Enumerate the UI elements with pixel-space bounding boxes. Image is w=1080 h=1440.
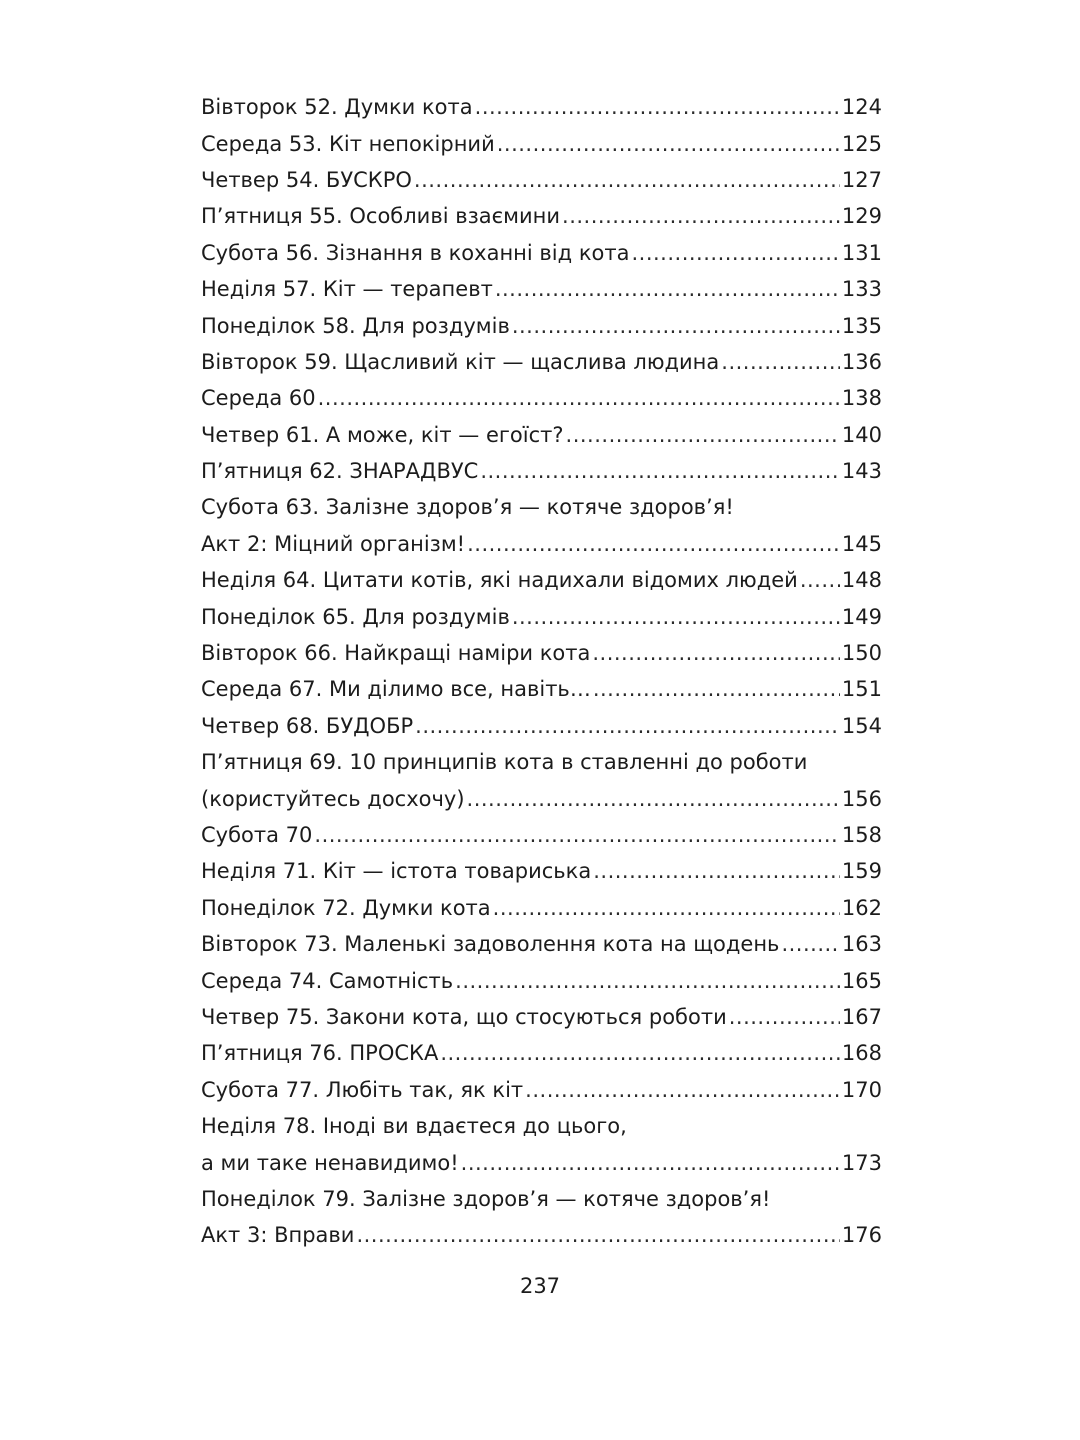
toc-entry bbox=[201, 89, 882, 125]
toc-entry-page: 145 bbox=[841, 531, 882, 556]
toc-entry-title: Субота 56. Зізнання в коханні від кота bbox=[201, 240, 630, 265]
toc-entry-title: Середа 74. Самотність bbox=[201, 968, 454, 993]
toc-entry-page: 138 bbox=[841, 386, 882, 411]
toc-entry-page: 149 bbox=[841, 604, 882, 629]
dot-leader bbox=[467, 532, 840, 556]
toc-entry-continued bbox=[201, 1108, 882, 1144]
toc-entry-page: 154 bbox=[841, 713, 882, 738]
dot-leader bbox=[593, 859, 840, 883]
toc-entry bbox=[201, 417, 882, 453]
toc-entry bbox=[201, 890, 882, 926]
dot-leader bbox=[781, 932, 839, 956]
toc-entry-title: Субота 70 bbox=[201, 823, 313, 847]
toc-entry bbox=[201, 307, 882, 343]
dot-leader bbox=[566, 423, 840, 447]
toc-entry-continued bbox=[201, 489, 882, 525]
toc-entry bbox=[201, 1072, 882, 1108]
toc-entry-page: 168 bbox=[841, 1041, 882, 1066]
toc-entry-title: Середа 60 bbox=[201, 386, 316, 411]
toc-entry-title: Середа 67. Ми ділимо все, навіть… bbox=[201, 677, 591, 702]
toc-entry-page: 135 bbox=[841, 313, 882, 338]
dot-leader bbox=[525, 1078, 840, 1102]
toc-entry-title: Неділя 78. Іноді ви вдаєтеся до цього, bbox=[201, 1114, 627, 1139]
toc-entry-title: Середа 53. Кіт непокірний bbox=[201, 131, 495, 156]
toc-entry-page: 136 bbox=[841, 349, 882, 374]
toc-entry-page: 125 bbox=[841, 131, 882, 156]
page-number: 237 bbox=[519, 1274, 561, 1298]
dot-leader bbox=[631, 241, 839, 265]
toc-entry bbox=[201, 708, 882, 744]
toc-entry bbox=[201, 562, 882, 598]
toc-entry-title: (користуйтесь досхочу) bbox=[201, 786, 465, 811]
toc-entry-page: 127 bbox=[841, 167, 882, 192]
toc-entry-title: П’ятниця 55. Особливі взаємини bbox=[201, 204, 561, 229]
dot-leader bbox=[455, 969, 840, 993]
dot-leader bbox=[593, 677, 840, 701]
table-of-contents bbox=[201, 89, 882, 1254]
toc-entry bbox=[201, 526, 882, 562]
toc-entry-title: Четвер 68. БУДОБР bbox=[201, 713, 414, 738]
toc-entry-page: 151 bbox=[841, 677, 882, 702]
toc-entry bbox=[201, 926, 882, 962]
dot-leader bbox=[512, 605, 840, 629]
toc-entry-title: Вівторок 52. Думки кота bbox=[201, 95, 473, 120]
toc-entry bbox=[201, 380, 882, 416]
dot-leader bbox=[592, 641, 840, 665]
dot-leader bbox=[415, 714, 840, 738]
toc-entry-title: П’ятниця 69. 10 принципів кота в ставленні до роботи bbox=[201, 750, 808, 775]
toc-entry bbox=[201, 235, 882, 271]
toc-entry-page: 173 bbox=[841, 1150, 882, 1175]
dot-leader bbox=[356, 1223, 839, 1247]
toc-entry-title: Акт 2: Міцний організм! bbox=[201, 531, 466, 556]
toc-entry-title: Неділя 57. Кіт — терапевт bbox=[201, 277, 493, 302]
toc-entry-title: Субота 63. Залізне здоров’я — котяче здоров’я! bbox=[201, 495, 734, 520]
toc-entry-page: 158 bbox=[841, 823, 882, 847]
toc-entry bbox=[201, 999, 882, 1035]
dot-leader bbox=[467, 787, 840, 811]
toc-entry bbox=[201, 271, 882, 307]
toc-entry-title: Вівторок 66. Найкращі наміри кота bbox=[201, 641, 591, 666]
toc-entry-page: 143 bbox=[841, 459, 882, 484]
toc-entry bbox=[201, 198, 882, 234]
dot-leader bbox=[440, 1041, 840, 1065]
toc-entry bbox=[201, 817, 882, 853]
toc-entry-title: Четвер 54. БУСКРО bbox=[201, 167, 412, 192]
toc-entry-page: 162 bbox=[841, 895, 882, 920]
toc-entry-page: 148 bbox=[841, 568, 882, 593]
toc-entry-page: 150 bbox=[841, 641, 882, 666]
toc-entry-title: Субота 77. Любіть так, як кіт bbox=[201, 1077, 524, 1102]
toc-entry-title: Вівторок 73. Маленькі задоволення кота на щодень bbox=[201, 932, 780, 957]
toc-entry-page: 124 bbox=[841, 95, 882, 120]
dot-leader bbox=[512, 314, 840, 338]
toc-entry-title: Понеділок 65. Для роздумів bbox=[201, 604, 510, 629]
toc-entry-page: 163 bbox=[841, 932, 882, 957]
toc-entry bbox=[201, 1217, 882, 1253]
toc-entry bbox=[201, 962, 882, 998]
toc-entry-title: Четвер 61. А може, кіт — егоїст? bbox=[201, 422, 564, 447]
toc-entry-title: Понеділок 58. Для роздумів bbox=[201, 313, 510, 338]
dot-leader bbox=[318, 386, 840, 410]
toc-entry-title: а ми таке ненавидимо! bbox=[201, 1150, 459, 1175]
dot-leader bbox=[414, 168, 840, 192]
toc-entry bbox=[201, 780, 882, 816]
toc-entry-title: Понеділок 79. Залізне здоров’я — котяче здоров’я! bbox=[201, 1186, 771, 1211]
toc-entry-title: Четвер 75. Закони кота, що стосуються роботи bbox=[201, 1004, 727, 1029]
toc-entry-title: Акт 3: Вправи bbox=[201, 1223, 355, 1248]
toc-entry-page: 165 bbox=[841, 968, 882, 993]
toc-entry-page: 176 bbox=[841, 1223, 882, 1248]
toc-entry-title: Неділя 71. Кіт — істота товариська bbox=[201, 859, 592, 884]
toc-entry bbox=[201, 125, 882, 161]
toc-entry bbox=[201, 162, 882, 198]
toc-entry bbox=[201, 671, 882, 707]
toc-entry-page: 131 bbox=[841, 240, 882, 265]
toc-entry bbox=[201, 1035, 882, 1071]
toc-entry-continued bbox=[201, 1181, 882, 1217]
toc-entry-page: 140 bbox=[841, 422, 882, 447]
toc-entry bbox=[201, 344, 882, 380]
dot-leader bbox=[721, 350, 840, 374]
toc-entry-title: Вівторок 59. Щасливий кіт — щаслива людина bbox=[201, 349, 720, 374]
toc-entry bbox=[201, 598, 882, 634]
toc-entry-title: Понеділок 72. Думки кота bbox=[201, 895, 491, 920]
toc-entry-title: П’ятниця 76. ПРОСКА bbox=[201, 1041, 439, 1066]
toc-entry-page: 167 bbox=[841, 1004, 882, 1029]
toc-entry-page: 170 bbox=[841, 1077, 882, 1102]
dot-leader bbox=[562, 204, 840, 228]
dot-leader bbox=[800, 568, 840, 592]
dot-leader bbox=[314, 823, 840, 847]
toc-entry bbox=[201, 853, 882, 889]
toc-entry bbox=[201, 1144, 882, 1180]
toc-entry bbox=[201, 635, 882, 671]
dot-leader bbox=[497, 132, 840, 156]
dot-leader bbox=[495, 277, 840, 301]
dot-leader bbox=[461, 1151, 840, 1175]
toc-entry-page: 133 bbox=[841, 277, 882, 302]
toc-entry-page: 129 bbox=[841, 204, 882, 229]
toc-entry-title: П’ятниця 62. ЗНАРАДВУС bbox=[201, 459, 479, 484]
toc-entry-continued bbox=[201, 744, 882, 780]
dot-leader bbox=[475, 95, 840, 119]
toc-entry-title: Неділя 64. Цитати котів, які надихали відомих людей bbox=[201, 568, 798, 593]
toc-entry-page: 159 bbox=[841, 859, 882, 884]
dot-leader bbox=[493, 896, 840, 920]
toc-entry-page: 156 bbox=[841, 786, 882, 811]
toc-entry bbox=[201, 453, 882, 489]
dot-leader bbox=[729, 1005, 840, 1029]
dot-leader bbox=[480, 459, 840, 483]
